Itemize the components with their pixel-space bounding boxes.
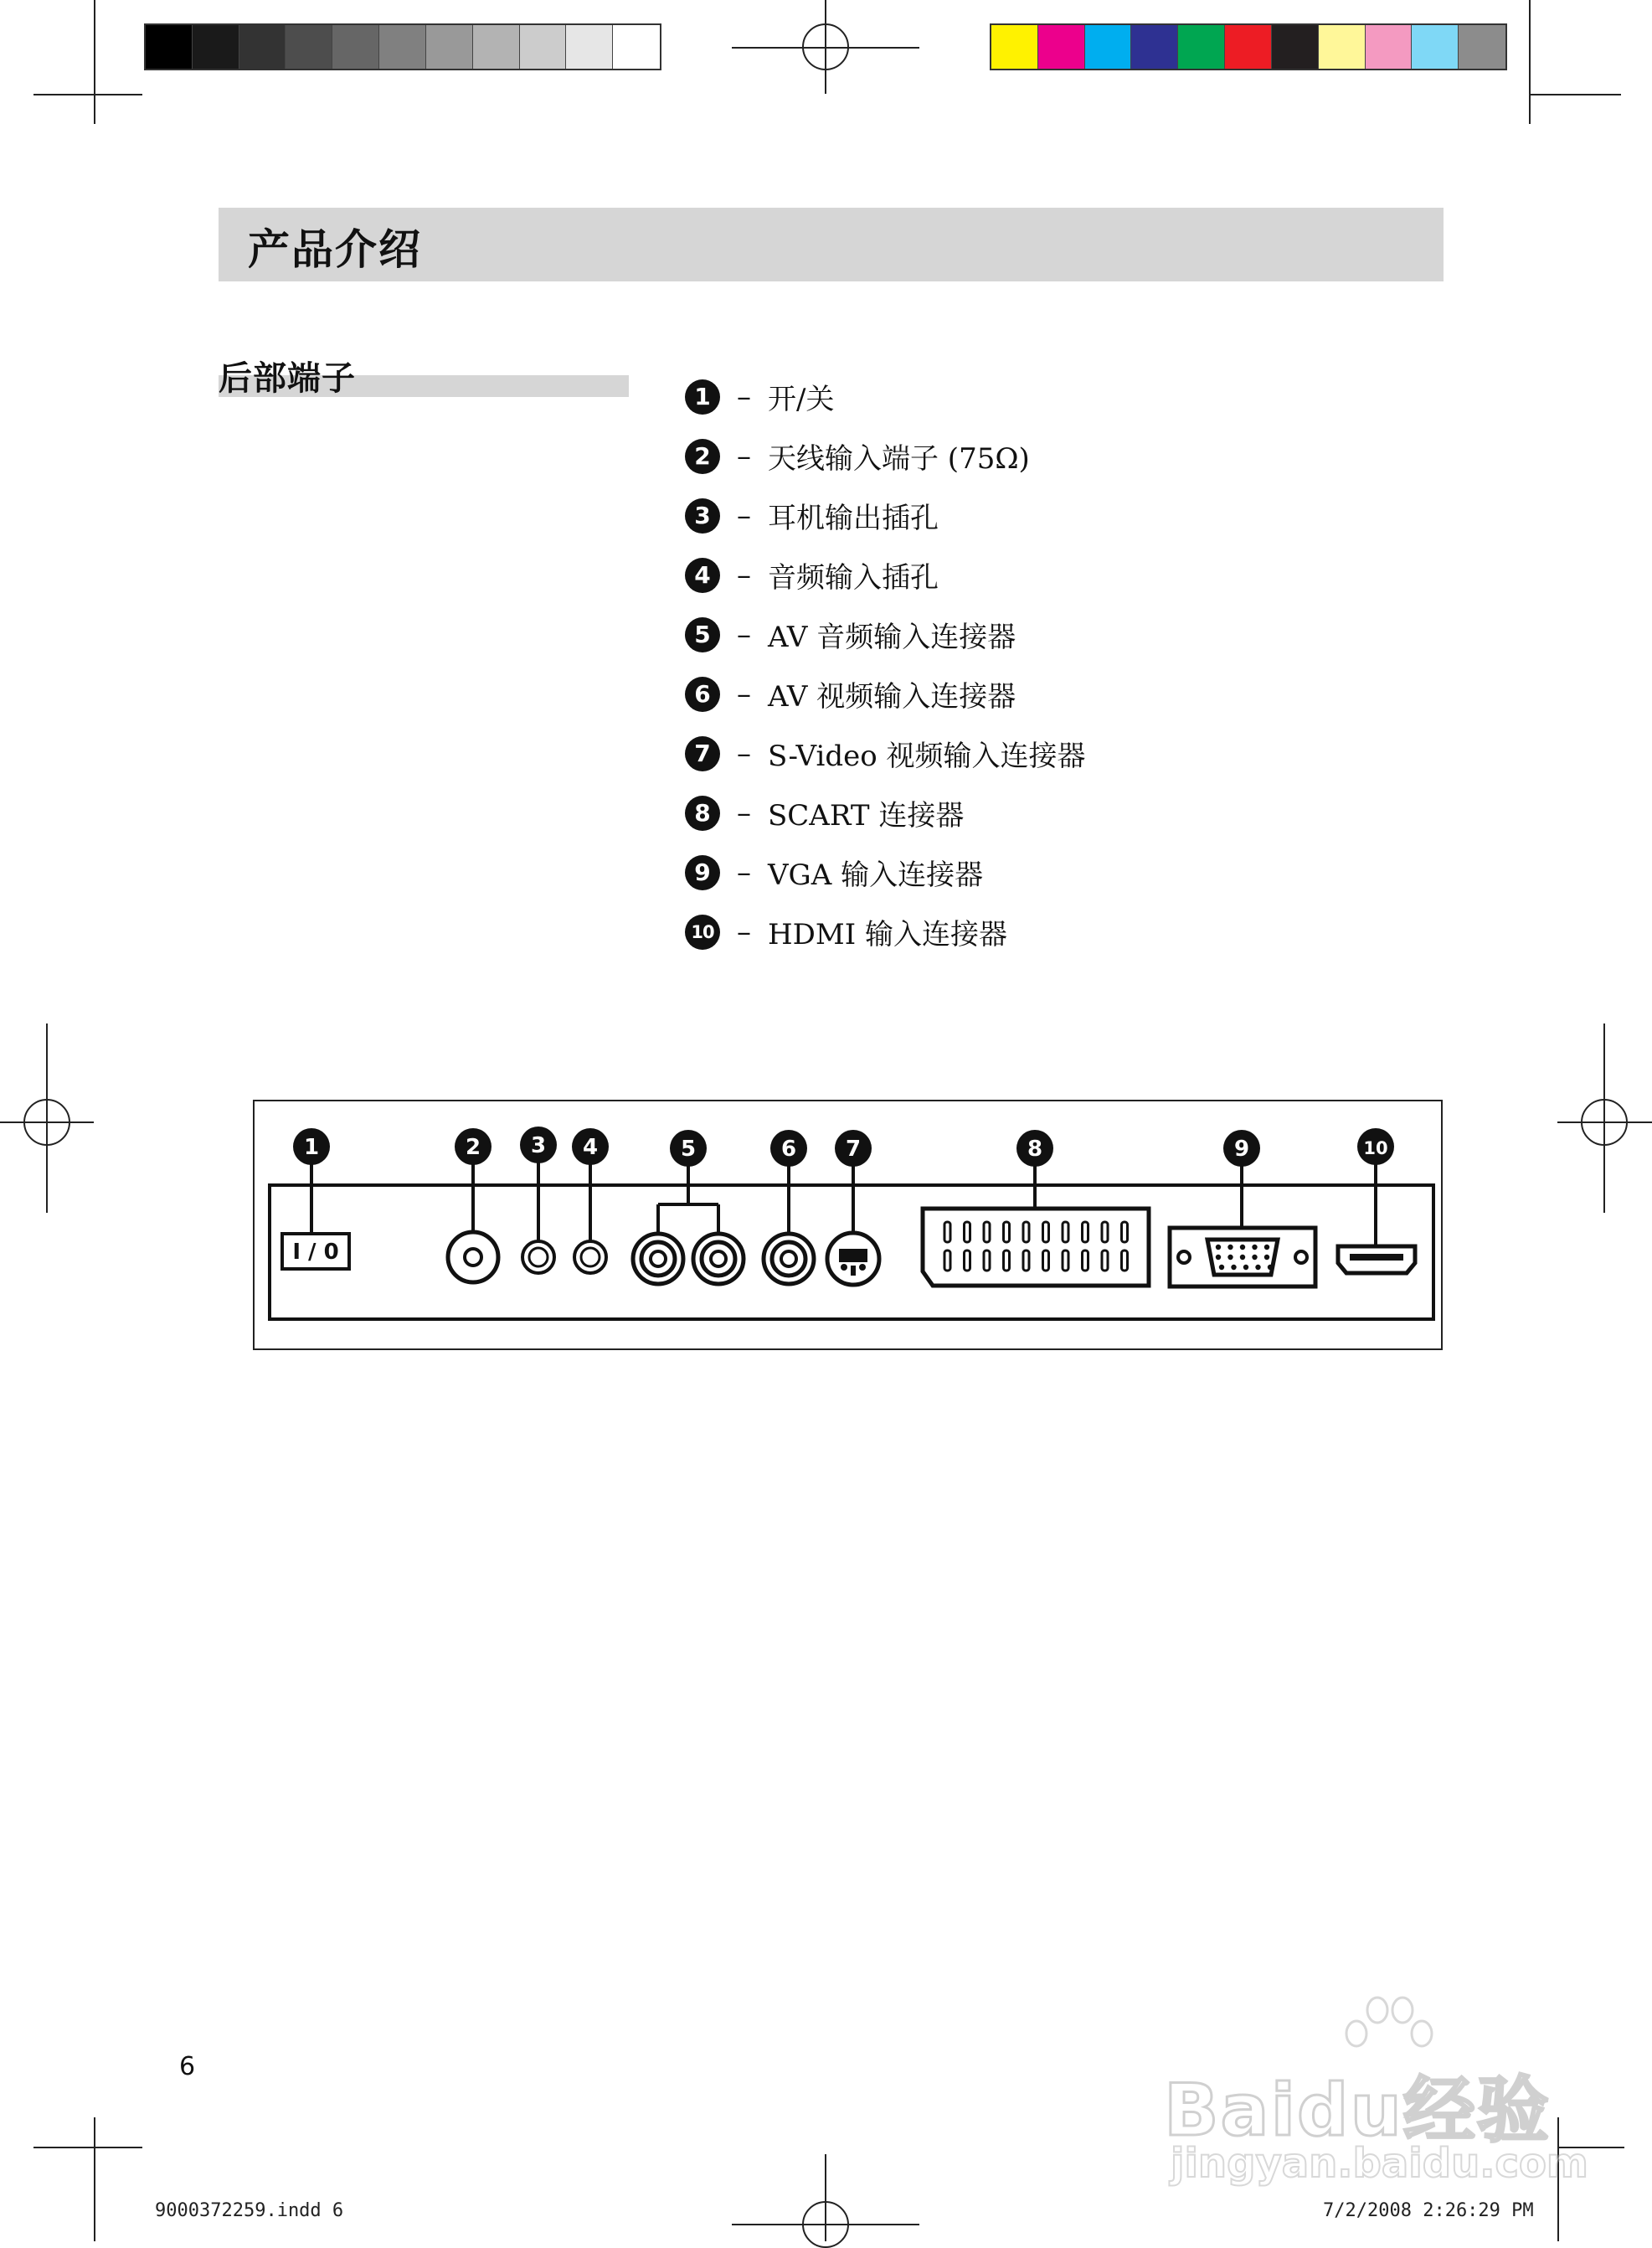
scart-pin <box>1083 1250 1088 1271</box>
terminal-dash: – <box>737 439 751 473</box>
terminal-item <box>685 426 1438 486</box>
scart-pin <box>984 1250 990 1271</box>
panel-callout-label: 5 <box>680 1137 697 1162</box>
terminal-item <box>685 367 1438 426</box>
scart-pin <box>1004 1222 1010 1242</box>
panel-callout-label: 3 <box>530 1133 547 1158</box>
s-video-jack-icon <box>827 1233 879 1285</box>
terminal-item <box>685 843 1438 902</box>
scart-pin <box>1023 1222 1029 1242</box>
headphone-jack-icon <box>522 1241 554 1273</box>
terminal-label: 开/关 <box>768 383 835 416</box>
panel-callout-label: 7 <box>845 1137 862 1162</box>
process-color-bar <box>990 23 1507 70</box>
terminal-number-badge: 5 <box>685 617 720 652</box>
power-switch-icon <box>282 1234 349 1269</box>
scart-pin <box>1102 1250 1108 1271</box>
terminal-dash: – <box>737 558 751 592</box>
terminal-dash: – <box>737 379 751 414</box>
terminal-item <box>685 902 1438 962</box>
terminal-list <box>685 367 1438 962</box>
paw-icon <box>1331 1993 1440 2060</box>
scart-pin <box>1043 1250 1049 1271</box>
terminal-item <box>685 783 1438 843</box>
vga-pin <box>1227 1245 1233 1250</box>
terminal-number-badge: 9 <box>685 855 720 890</box>
scart-pin <box>944 1250 950 1271</box>
vga-pin <box>1240 1245 1245 1250</box>
color-swatch <box>1459 25 1505 69</box>
vga-connector-icon <box>1170 1228 1315 1286</box>
vga-pin <box>1243 1265 1248 1270</box>
scart-pin <box>1122 1222 1128 1242</box>
terminal-label: AV 音频输入连接器 <box>768 621 1016 654</box>
terminal-dash: – <box>737 617 751 652</box>
terminal-number-badge: 7 <box>685 736 720 771</box>
color-swatch <box>286 25 332 69</box>
color-swatch <box>1178 25 1225 69</box>
terminal-number-badge: 3 <box>685 498 720 534</box>
terminal-label: 天线输入端子 (75Ω) <box>768 442 1030 476</box>
color-swatch <box>332 25 379 69</box>
scart-pin <box>965 1250 970 1271</box>
section-title: 产品介绍 <box>248 225 422 274</box>
color-swatch <box>1131 25 1178 69</box>
watermark-url: jingyan.baidu.com <box>1171 2140 1588 2187</box>
vga-pin <box>1240 1255 1245 1260</box>
baidu-watermark-logo <box>1164 1993 1588 2187</box>
footer-timestamp: 7/2/2008 2:26:29 PM <box>1323 2200 1534 2221</box>
terminal-label: HDMI 输入连接器 <box>768 918 1007 951</box>
terminal-item <box>685 486 1438 545</box>
color-swatch <box>1085 25 1132 69</box>
terminal-number-badge: 8 <box>685 796 720 831</box>
panel-callout-6 <box>770 1130 807 1167</box>
panel-callout-label: 6 <box>780 1137 797 1162</box>
scart-pin <box>1102 1222 1108 1242</box>
vga-pin <box>1268 1265 1273 1270</box>
av-video-jack-icon <box>764 1234 814 1284</box>
scart-pin <box>1023 1250 1029 1271</box>
panel-callout-label: 10 <box>1363 1138 1388 1158</box>
color-swatch <box>193 25 239 69</box>
antenna-jack-icon <box>448 1232 498 1282</box>
vga-pin <box>1252 1245 1257 1250</box>
panel-callout-1 <box>293 1128 330 1165</box>
scart-pin <box>965 1222 970 1242</box>
scart-pin <box>1083 1222 1088 1242</box>
hdmi-connector-icon <box>1338 1246 1415 1273</box>
panel-callout-label: 8 <box>1027 1137 1043 1162</box>
color-swatch <box>146 25 193 69</box>
scart-pin <box>944 1222 950 1242</box>
color-swatch <box>239 25 286 69</box>
terminal-label: 音频输入插孔 <box>768 561 939 595</box>
vga-pin <box>1252 1255 1257 1260</box>
panel-callout-label: 4 <box>582 1135 599 1160</box>
vga-pin <box>1255 1265 1260 1270</box>
scart-connector-icon <box>923 1209 1149 1286</box>
scart-pin <box>1004 1250 1010 1271</box>
panel-callout-label: 2 <box>465 1135 481 1160</box>
terminal-dash: – <box>737 677 751 711</box>
panel-callout-4 <box>572 1128 609 1165</box>
vga-pin <box>1219 1265 1224 1270</box>
terminal-label: S-Video 视频输入连接器 <box>768 740 1086 773</box>
rear-panel-diagram <box>253 1100 1443 1350</box>
grayscale-color-bar <box>144 23 661 70</box>
color-swatch <box>991 25 1038 69</box>
color-swatch <box>426 25 473 69</box>
color-swatch <box>1366 25 1413 69</box>
watermark-brand: Baidu经验 <box>1164 2069 1551 2153</box>
panel-callout-3 <box>520 1127 557 1163</box>
color-swatch <box>1412 25 1459 69</box>
terminal-item <box>685 724 1438 783</box>
panel-callout-7 <box>835 1130 872 1167</box>
terminal-label: VGA 输入连接器 <box>768 858 984 892</box>
panel-callout-9 <box>1223 1130 1260 1167</box>
terminal-number-badge: 4 <box>685 558 720 593</box>
audio-in-jack-icon <box>574 1241 606 1273</box>
terminal-dash: – <box>737 915 751 949</box>
terminal-number-badge: 6 <box>685 677 720 712</box>
color-swatch <box>1038 25 1085 69</box>
panel-callout-label: 9 <box>1233 1137 1250 1162</box>
color-swatch <box>520 25 567 69</box>
color-swatch <box>1319 25 1366 69</box>
terminal-item <box>685 605 1438 664</box>
panel-callout-label: 1 <box>303 1135 320 1160</box>
terminal-number-badge: 2 <box>685 439 720 474</box>
vga-pin <box>1264 1245 1269 1250</box>
page-number: 6 <box>179 2052 196 2081</box>
terminal-number-badge: 1 <box>685 379 720 415</box>
panel-callout-5 <box>670 1130 707 1167</box>
terminal-item <box>685 545 1438 605</box>
vga-pin <box>1227 1255 1233 1260</box>
subsection-title: 后部端子 <box>219 359 356 398</box>
panel-callout-8 <box>1016 1130 1053 1167</box>
panel-callout-10 <box>1357 1128 1394 1165</box>
color-swatch <box>473 25 520 69</box>
terminal-dash: – <box>737 736 751 771</box>
terminal-label: SCART 连接器 <box>768 799 965 833</box>
color-swatch <box>613 25 660 69</box>
terminal-item <box>685 664 1438 724</box>
terminal-dash: – <box>737 498 751 533</box>
color-swatch <box>1225 25 1272 69</box>
vga-pin <box>1216 1255 1221 1260</box>
panel-callout-2 <box>455 1128 491 1165</box>
vga-pin <box>1216 1245 1221 1250</box>
color-swatch <box>379 25 426 69</box>
terminal-number-badge: 10 <box>685 915 720 950</box>
vga-pin <box>1264 1255 1269 1260</box>
color-swatch <box>1272 25 1319 69</box>
terminal-label: 耳机输出插孔 <box>768 502 939 535</box>
terminal-dash: – <box>737 855 751 889</box>
scart-pin <box>1063 1222 1068 1242</box>
svg-text:I / 0: I / 0 <box>292 1240 339 1265</box>
scart-pin <box>1043 1222 1049 1242</box>
color-swatch <box>566 25 613 69</box>
vga-pin <box>1231 1265 1236 1270</box>
terminal-label: AV 视频输入连接器 <box>768 680 1016 714</box>
scart-pin <box>1063 1250 1068 1271</box>
footer-file-info: 9000372259.indd 6 <box>155 2200 344 2221</box>
terminal-dash: – <box>737 796 751 830</box>
scart-pin <box>984 1222 990 1242</box>
scart-pin <box>1122 1250 1128 1271</box>
